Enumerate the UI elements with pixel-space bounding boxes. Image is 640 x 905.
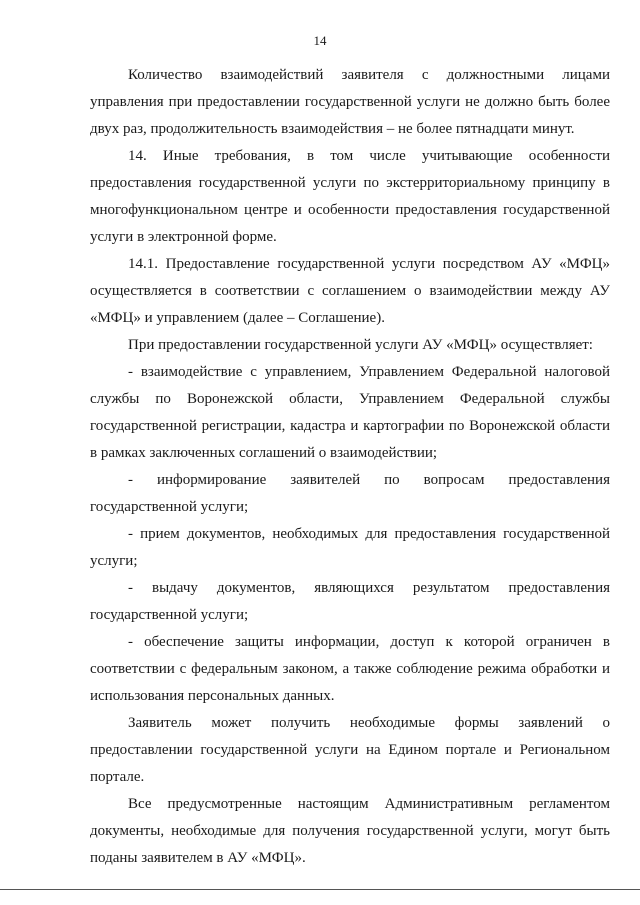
paragraph-section-14-1: 14.1. Предоставление государственной услуги посредством АУ «МФЦ» осуществляется в соответствии с соглашением о взаимодействии между АУ «МФЦ» и управлением (далее – Соглашение). <box>90 256 610 326</box>
paragraph-documents-submission: Все предусмотренные настоящим Административным регламентом документы, необходимые для получения государственной услуги, могут быть поданы заявителем в АУ «МФЦ». <box>90 796 610 866</box>
footer-divider <box>0 889 640 890</box>
document-body <box>90 62 610 872</box>
list-item-interaction: - взаимодействие с управлением, Управлением Федеральной налоговой службы по Воронежской области, Управлением Федеральной службы государственной регистрации, кадастра и картографии по Воронежской области в рамках заключенных соглашений о взаимодействии; <box>90 364 610 461</box>
paragraph-mfc-performs: При предоставлении государственной услуги АУ «МФЦ» осуществляет: <box>128 337 593 353</box>
paragraph-forms-portal: Заявитель может получить необходимые формы заявлений о предоставлении государственной услуги на Едином портале и Региональном портале. <box>90 715 610 785</box>
paragraph-interaction-limit: Количество взаимодействий заявителя с должностными лицами управления при предоставлении государственной услуги не должно быть более двух раз, продолжительность взаимодействия – не более пятнадцати минут. <box>90 67 610 137</box>
list-item-document-issue: - выдачу документов, являющихся результатом предоставления государственной услуги; <box>90 580 610 623</box>
list-item-informing: - информирование заявителей по вопросам предоставления государственной услуги; <box>90 472 610 515</box>
page-number: 14 <box>313 33 327 48</box>
list-item-document-intake: - прием документов, необходимых для предоставления государственной услуги; <box>90 526 610 569</box>
list-item-data-protection: - обеспечение защиты информации, доступ к которой ограничен в соответствии с федеральным законом, а также соблюдение режима обработки и использования персональных данных. <box>90 634 610 704</box>
paragraph-section-14: 14. Иные требования, в том числе учитывающие особенности предоставления государственной услуги по экстерриториальному принципу в многофункциональном центре и особенности предоставления государственной услуги в электронной форме. <box>90 148 610 245</box>
